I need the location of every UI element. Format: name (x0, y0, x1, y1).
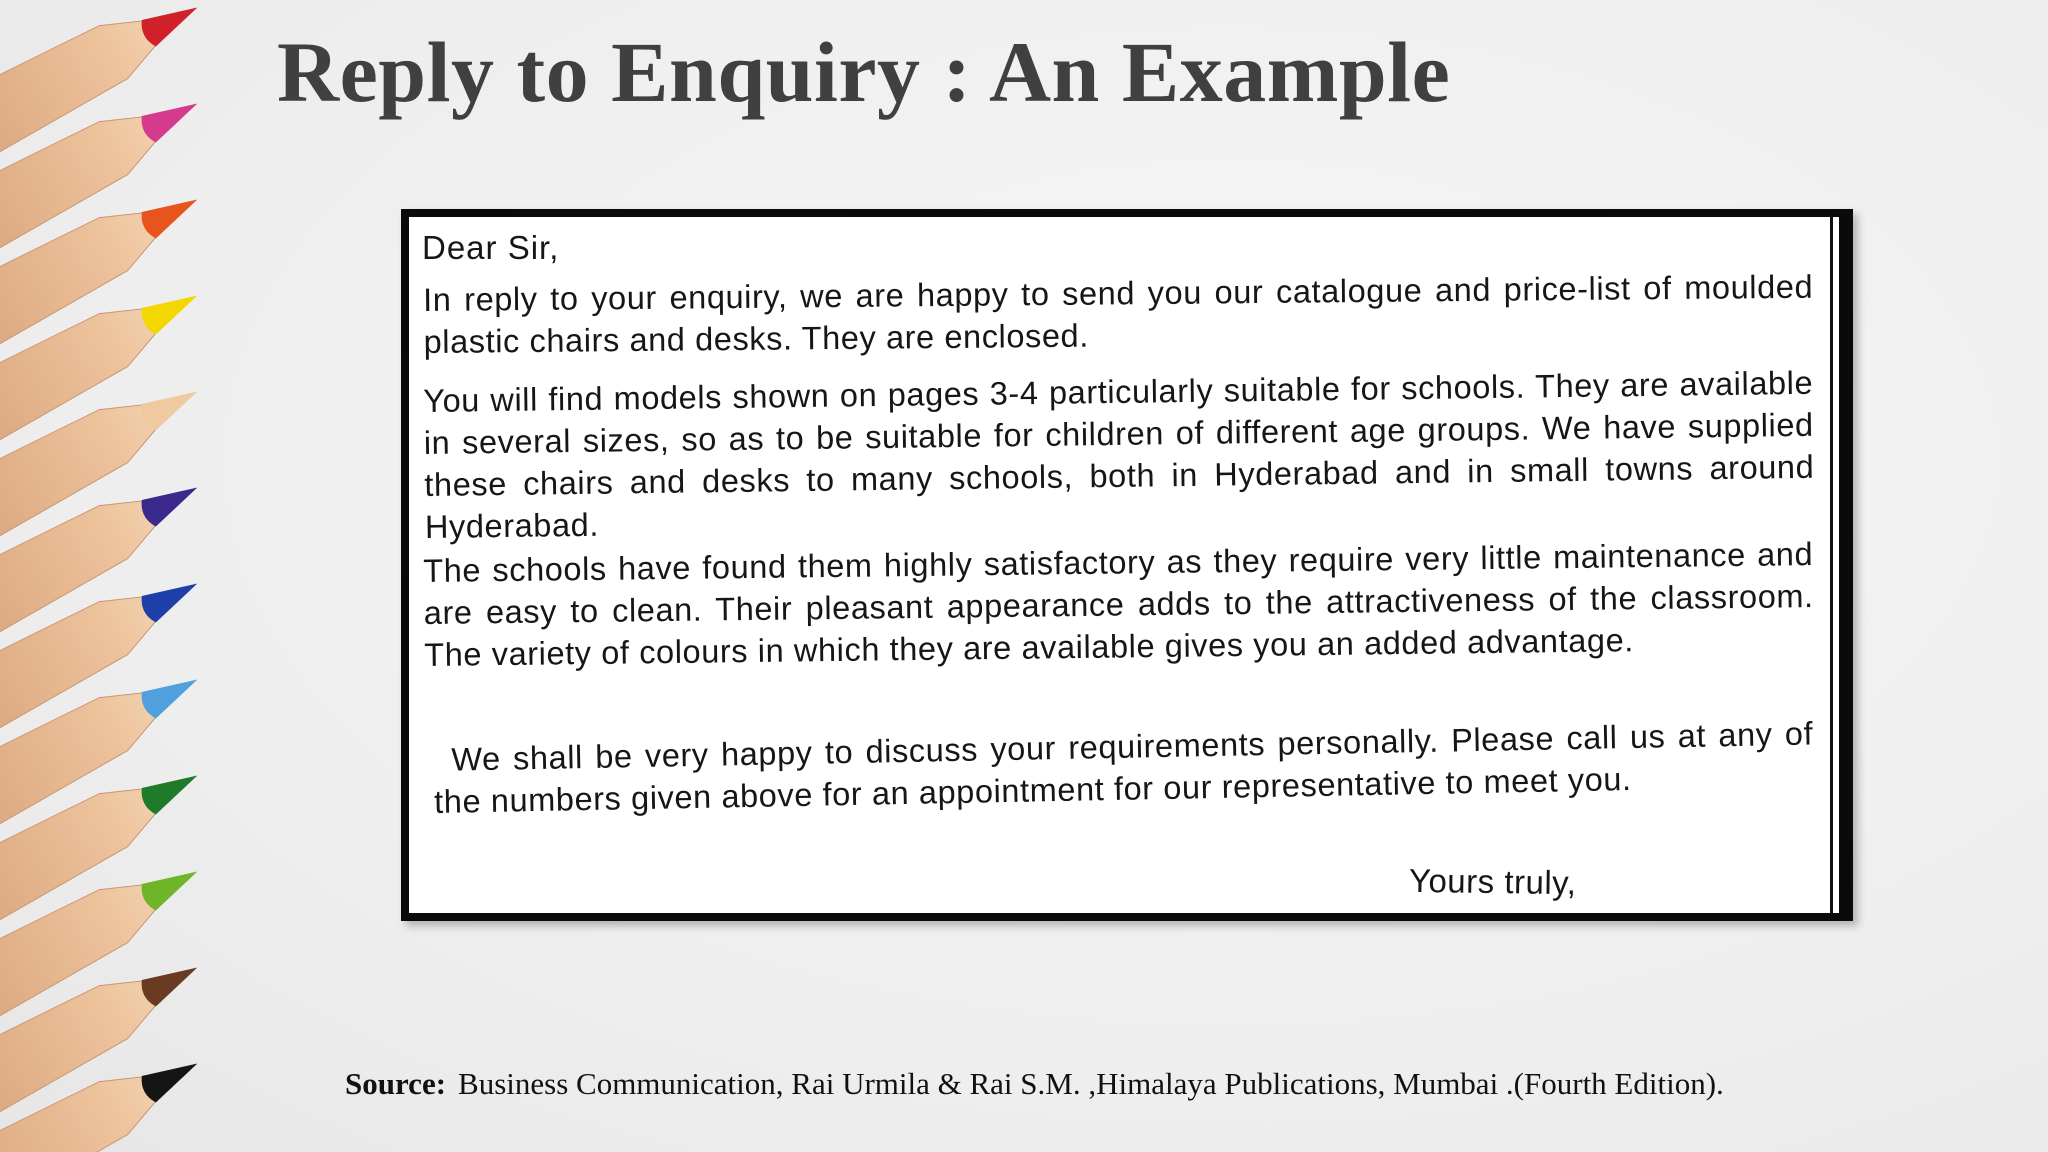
source-citation (345, 1066, 1724, 1102)
letter-paragraph-4: We shall be very happy to discuss your requirements personally. Please call us at any of the numbers given above for an appointment for our representative to meet you. (433, 715, 1814, 820)
slide-title: Reply to Enquiry : An Example (277, 24, 1451, 120)
letter-paragraph-1: In reply to your enquiry, we are happy to send you our catalogue and price-list of moulded plastic chairs and desks. They are enclosed. (423, 268, 1814, 360)
letter-image (401, 209, 1853, 921)
source-label: Source: (345, 1066, 447, 1101)
letter-paragraph-3: The schools have found them highly satisfactory as they require very little maintenance and are easy to clean. Their pleasant appearance adds to the attractiveness of the classroom. The variety of colours in which they are available gives you an added advantage. (423, 536, 1814, 673)
source-text: Business Communication, Rai Urmila & Rai S.M. ,Himalaya Publications, Mumbai .(Fourth Edition). (458, 1066, 1724, 1101)
colored-pencils-decoration (0, 0, 230, 1152)
letter-border-rule (1830, 217, 1833, 913)
letter-closing: Yours truly, (1408, 861, 1577, 902)
letter-salutation: Dear Sir, (422, 229, 560, 266)
letter-paragraph-2: You will find models shown on pages 3-4 particularly suitable for schools. They are available in several sizes, so as to be suitable for children of different age groups. We have supplied these chairs and desks to many schools, both in Hyderabad and in small towns around Hyderabad. (423, 364, 1815, 545)
